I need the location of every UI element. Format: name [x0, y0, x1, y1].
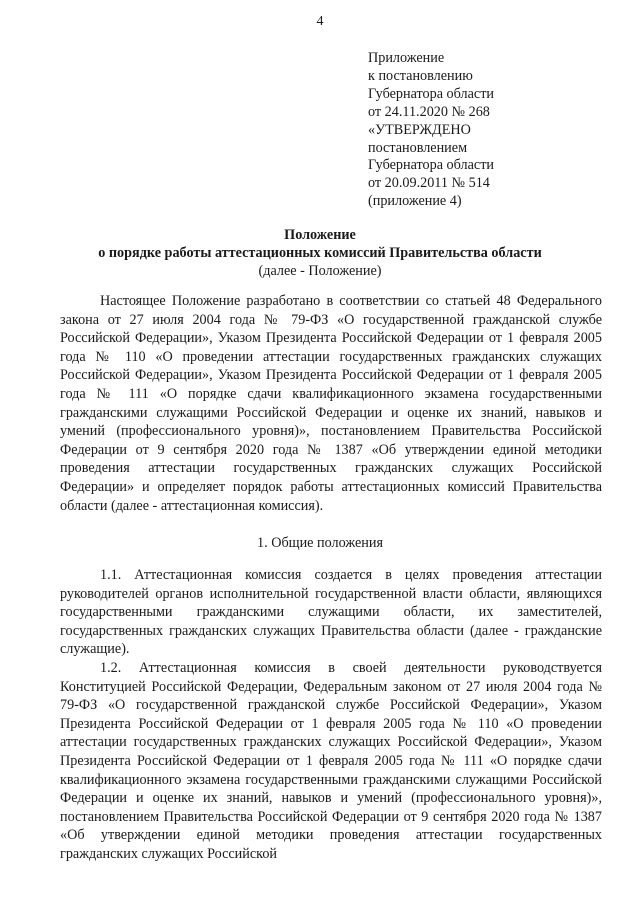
- approval-block: [368, 50, 628, 211]
- document-title: Положение: [284, 227, 356, 243]
- section-title: 1. Общие положения: [257, 535, 383, 551]
- approval-line: от 20.09.2011 № 514: [368, 175, 490, 192]
- paragraph-1-1: 1.1. Аттестационная комиссия создается в целях проведения аттестации руководителей органов исполнительной государственной власти области, являющихся государственными гражданскими служащими области, их заместителей, государственных гражданских служащих Правительства области (далее - гражданские служащие).: [60, 567, 602, 658]
- section-body: [60, 566, 602, 864]
- page-number: 4: [316, 14, 324, 29]
- approval-line: Губернатора области: [368, 85, 494, 102]
- approval-line: (приложение 4): [368, 193, 462, 210]
- paragraph-1-2: 1.2. Аттестационная комиссия в своей деятельности руководствуется Конституцией Российской Федерации, Федеральным законом от 27 июля 2004 года № 79-ФЗ «О государственной гражданской службе Российской Федерации», Указом Президента Российской Федерации от 1 февраля 2005 года № 110 «О проведении аттестации государственных гражданских служащих Российской Федерации», Указом Президента Российской Федерации от 1 февраля 2005 года № 111 «О порядке сдачи квалификационного экзамена государственными гражданскими служащими Российской Федерации и оценке их знаний, навыков и умений (профессионального уровня)», постановлением Правительства Российской Федерации от 9 сентября 2020 года № 1387 «Об утверждении единой методики проведения аттестации государственных гражданских служащих Российской: [60, 659, 602, 862]
- approval-line: «УТВЕРЖДЕНО: [368, 121, 471, 138]
- approval-line: Приложение: [368, 50, 445, 66]
- intro-section: [60, 292, 602, 515]
- document-subtitle: о порядке работы аттестационных комиссий Правительства области: [98, 245, 542, 261]
- approval-line: от 24.11.2020 № 268: [368, 103, 490, 120]
- intro-paragraph: Настоящее Положение разработано в соответствии со статьей 48 Федерального закона от 27 июля 2004 года № 79-ФЗ «О государственной гражданской службе Российской Федерации», Указом Президента Российской Федерации от 1 февраля 2005 года № 110 «О проведении аттестации государственных гражданских служащих Российской Федерации», Указом Президента Российской Федерации от 1 февраля 2005 года № 111 «О порядке сдачи квалификационного экзамена государственными гражданскими служащими Российской Федерации и оценке их знаний, навыков и умений (профессионального уровня)», постановлением Правительства Российской Федерации от 9 сентября 2020 года № 1387 «Об утверждении единой методики проведения аттестации государственных гражданских служащих Российской Федерации» и определяет порядок работы аттестационных комиссий Правительства области (далее - аттестационная комиссия).: [60, 293, 602, 514]
- document-title-note: (далее - Положение): [258, 263, 382, 279]
- approval-line: Губернатора области: [368, 157, 494, 174]
- approval-line: постановлением: [368, 139, 468, 156]
- approval-line: к постановлению: [368, 67, 473, 84]
